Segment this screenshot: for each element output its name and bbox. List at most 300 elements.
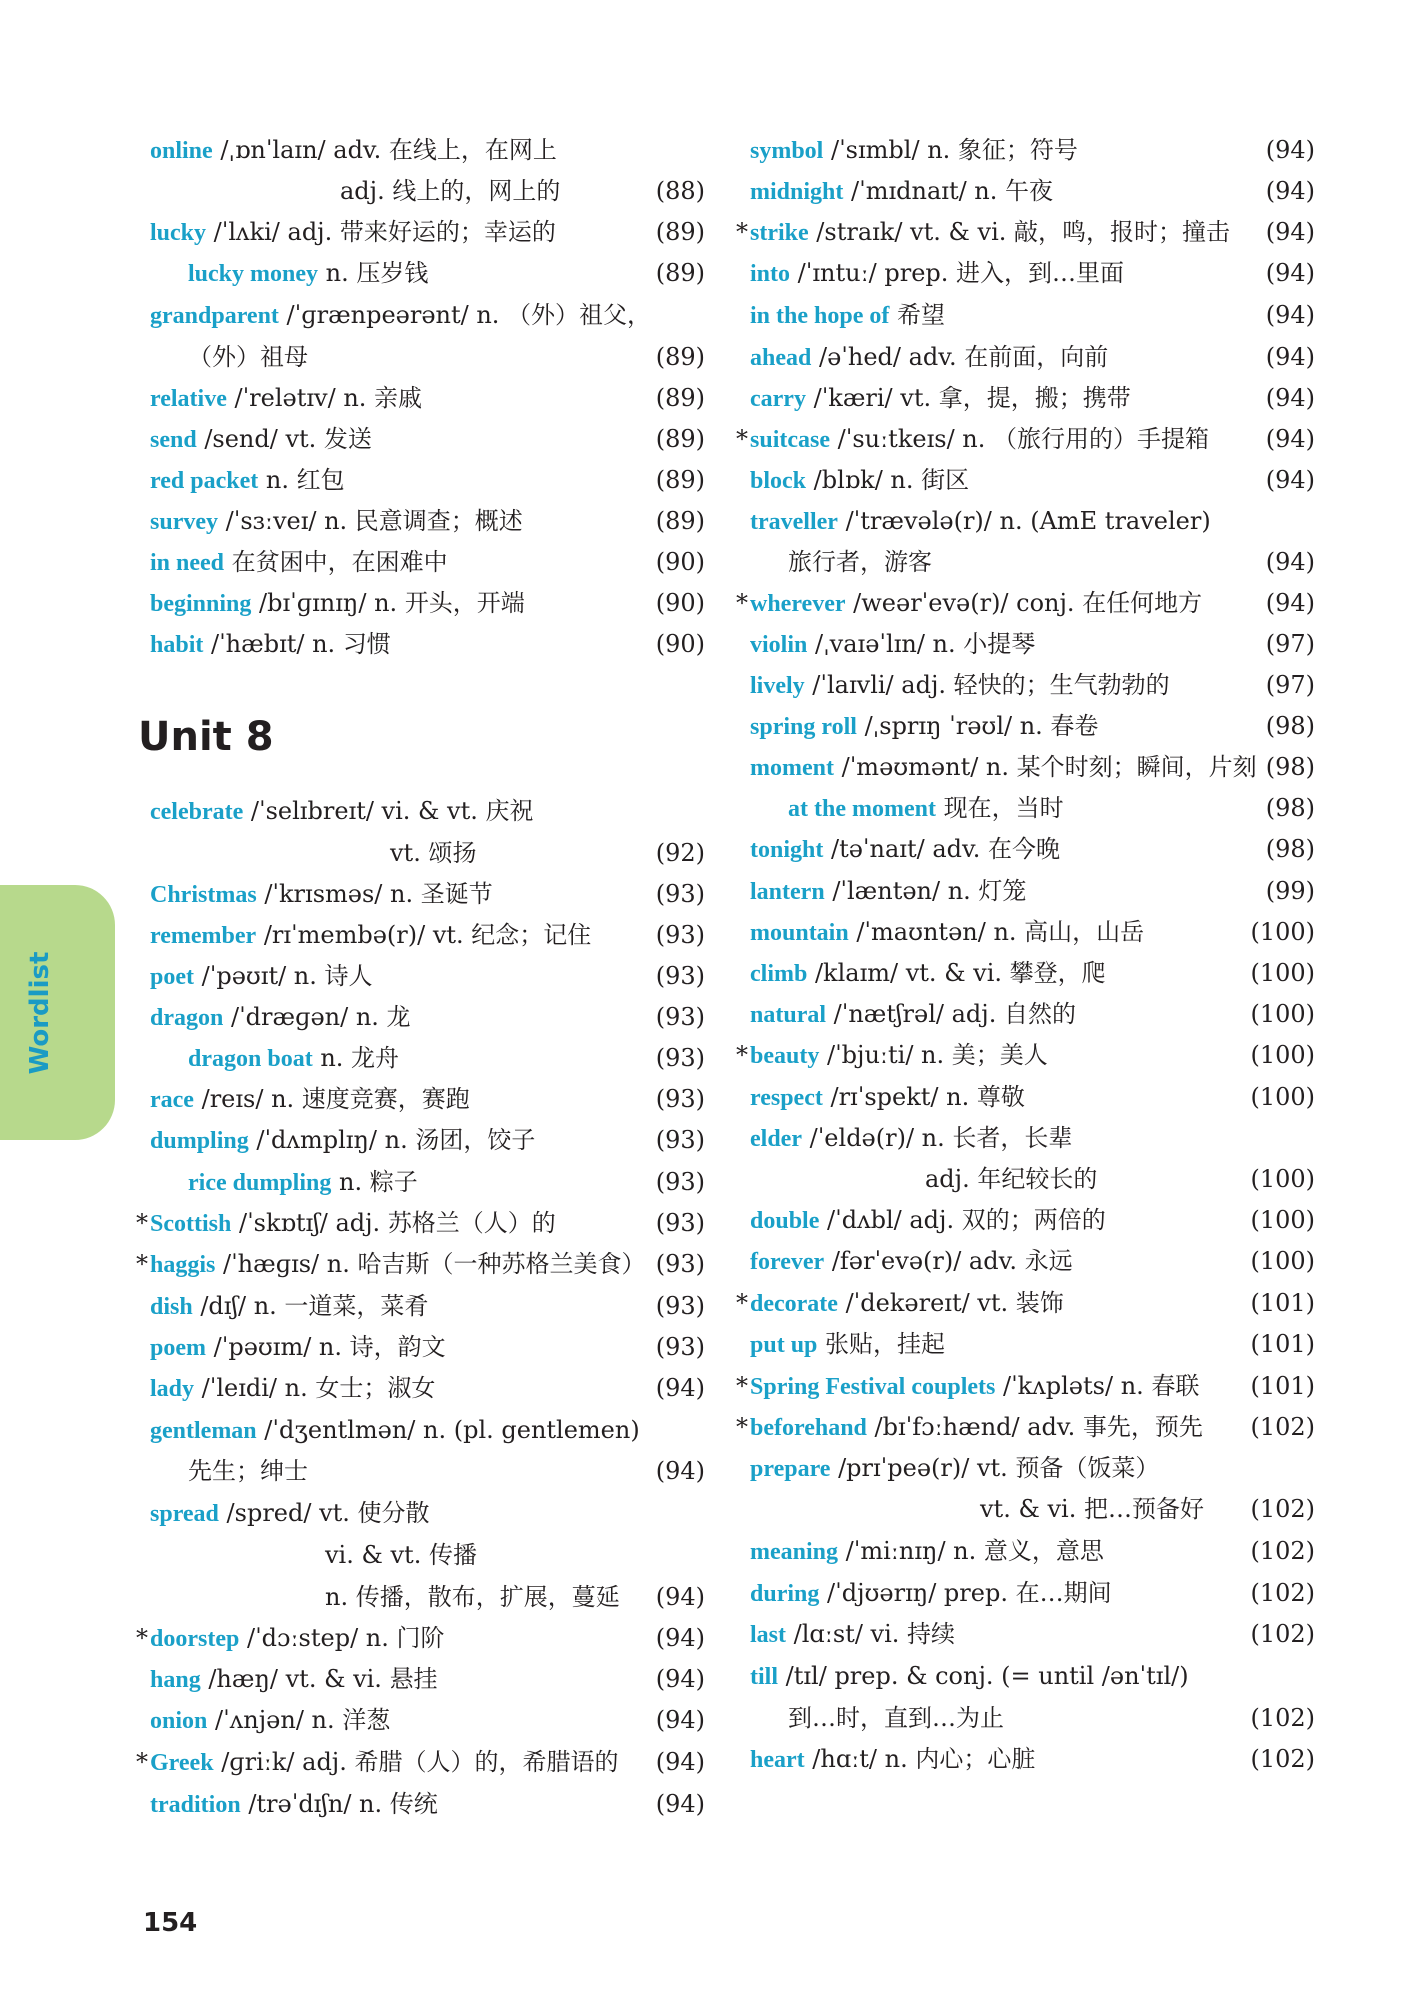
wordlist-entry [750,915,1315,950]
entry-word: online [150,138,213,164]
entry-word: tonight [750,837,824,863]
entry-page-ref: (93) [655,1126,705,1154]
entry-definition: /weərˈevə(r)/ conj. 在任何地方 [853,589,1203,617]
entry-word: Christmas [150,882,257,908]
entry-page-ref: (94) [655,1374,705,1402]
entry-definition: /ˈmɪdnaɪt/ n. 午夜 [851,177,1054,205]
entry-page-ref: (98) [1265,794,1315,822]
entry-definition: 张贴，挂起 [825,1330,946,1358]
entry-definition: /ˈməʊmənt/ n. 某个时刻；瞬间，片刻 [841,753,1257,781]
wordlist-entry [750,1534,1315,1569]
entry-page-ref: (100) [1250,1041,1315,1069]
wordlist-entry [150,504,705,539]
asterisk-marker: * [736,1372,748,1400]
wordlist-entry [750,1576,1315,1611]
entry-word: into [750,261,791,287]
entry-word: put up [750,1332,818,1358]
entry-page-ref: (93) [655,1044,705,1072]
entry-definition: /trəˈdɪʃn/ n. 传统 [248,1790,438,1818]
wordlist-entry [750,1244,1315,1279]
wordlist-entry [736,215,1315,250]
entry-definition: /ˈkrɪsməs/ n. 圣诞节 [264,880,493,908]
entry-word: habit [150,632,204,658]
entry-definition: /prɪˈpeə(r)/ vt. 预备（饭菜） [838,1454,1160,1482]
wordlist-entry [736,1038,1315,1073]
entry-word: rice dumpling [188,1170,332,1196]
entry-definition: /ˈɪntuː/ prep. 进入，到…里面 [797,259,1125,287]
wordlist-entry [150,422,705,457]
asterisk-marker: * [736,218,748,246]
entry-word: spread [150,1501,219,1527]
entry-word: grandparent [150,303,279,329]
wordlist-entry [750,1659,1315,1694]
wordlist-entry [150,1413,705,1448]
wordlist-entry [150,836,705,870]
entry-word: dish [150,1294,193,1320]
asterisk-marker: * [736,425,748,453]
entry-page-ref: (94) [1265,425,1315,453]
entry-definition: /bɪˈfɔːhænd/ adv. 事先，预先 [874,1413,1203,1441]
entry-word: violin [750,632,808,658]
entry-word: moment [750,755,834,781]
entry-page-ref: (99) [1265,877,1315,905]
entry-definition: n. 红包 [265,466,345,494]
entry-definition: /ˈdræɡən/ n. 龙 [231,1003,411,1031]
entry-definition: /send/ vt. 发送 [204,425,372,453]
entry-definition: vt. & vi. 把…预备好 [980,1495,1204,1523]
wordlist-entry [136,1621,705,1656]
entry-word: onion [150,1708,208,1734]
entry-definition: 希望 [897,301,945,329]
wordlist-entry [150,1454,705,1488]
entry-page-ref: (101) [1250,1372,1315,1400]
entry-definition: /tɪl/ prep. & conj. (= until /ənˈtɪl/) [785,1662,1189,1690]
entry-page-ref: (102) [1250,1745,1315,1773]
entry-page-ref: (94) [655,1790,705,1818]
entry-definition: /lɑːst/ vi. 持续 [793,1620,956,1648]
entry-page-ref: (102) [1250,1537,1315,1565]
entry-page-ref: (102) [1250,1495,1315,1523]
entry-page-ref: (93) [655,1168,705,1196]
entry-word: remember [150,923,257,949]
entry-word: Greek [150,1750,214,1776]
wordlist-entry [750,750,1315,785]
entry-definition: /spred/ vt. 使分散 [226,1499,430,1527]
entry-word: till [750,1664,778,1690]
entry-page-ref: (92) [655,839,705,867]
entry-page-ref: (89) [655,466,705,494]
entry-page-ref: (94) [655,1665,705,1693]
entry-definition: /ˈmiːnɪŋ/ n. 意义，意思 [845,1537,1104,1565]
wordlist-entry [736,1286,1315,1321]
entry-word: celebrate [150,799,244,825]
entry-page-ref: (102) [1250,1704,1315,1732]
wordlist-entry [750,1742,1315,1777]
entry-definition: 旅行者，游客 [788,548,932,576]
wordlist-entry [750,874,1315,909]
wordlist-entry [736,1410,1315,1445]
entry-word: ahead [750,345,812,371]
wordlist-entry [750,1080,1315,1115]
wordlist-entry [136,1745,705,1780]
entry-page-ref: (93) [655,1209,705,1237]
entry-page-ref: (94) [1265,218,1315,246]
entry-definition: /ˈdɔːstep/ n. 门阶 [246,1624,445,1652]
entry-definition: 先生；绅士 [188,1457,308,1485]
page-number: 154 [143,1908,198,1938]
wordlist-entry [150,298,705,333]
wordlist-entry [136,1247,705,1282]
wordlist-entry [750,174,1315,209]
entry-word: lively [750,673,805,699]
entry-definition: 到…时，直到…为止 [788,1704,1004,1732]
entry-page-ref: (94) [1265,259,1315,287]
entry-word: symbol [750,138,824,164]
entry-page-ref: (97) [1265,671,1315,699]
entry-page-ref: (100) [1250,918,1315,946]
entry-definition: /ˈdekəreɪt/ vt. 装饰 [845,1289,1064,1317]
entry-word: carry [750,386,806,412]
entry-definition: /fərˈevə(r)/ adv. 永远 [831,1247,1073,1275]
entry-word: lady [150,1376,195,1402]
wordlist-entry [150,877,705,912]
entry-page-ref: (102) [1250,1579,1315,1607]
wordlist-entry [750,463,1315,498]
wordlist-entry [150,1330,705,1365]
entry-word: natural [750,1002,827,1028]
entry-word: poet [150,964,194,990]
wordlist-entry [150,1371,705,1406]
entry-word: heart [750,1747,805,1773]
entry-page-ref: (93) [655,1085,705,1113]
entry-word: midnight [750,179,844,205]
entry-word: Spring Festival couplets [750,1374,996,1400]
asterisk-marker: * [736,1289,748,1317]
entry-word: haggis [150,1252,216,1278]
entry-definition: adj. 线上的，网上的 [340,177,561,205]
entry-definition: /ˈlaɪvli/ adj. 轻快的；生气勃勃的 [812,671,1170,699]
entry-definition: （外）祖母 [188,343,308,371]
wordlist-entry [150,381,705,416]
wordlist-entry [136,1206,705,1241]
entry-definition: /ˈleɪdi/ n. 女士；淑女 [201,1374,436,1402]
entry-page-ref: (93) [655,921,705,949]
entry-definition: /təˈnaɪt/ adv. 在今晚 [831,835,1060,863]
asterisk-marker: * [736,1041,748,1069]
entry-definition: /rɪˈmembə(r)/ vt. 纪念；记住 [263,921,592,949]
entry-page-ref: (94) [1265,343,1315,371]
entry-definition: /ˈmaʊntən/ n. 高山，山岳 [856,918,1145,946]
wordlist-entry [150,1787,705,1822]
asterisk-marker: * [136,1209,148,1237]
entry-word: lucky [150,220,207,246]
entry-definition: /ˈpəʊɪt/ n. 诗人 [201,962,373,990]
entry-definition: /ˈeldə(r)/ n. 长者，长辈 [809,1124,1073,1152]
wordlist-entry [150,1165,705,1200]
entry-page-ref: (89) [655,259,705,287]
entry-page-ref: (94) [1265,136,1315,164]
entry-word: race [150,1087,194,1113]
entry-word: last [750,1622,786,1648]
entry-definition: /straɪk/ vt. & vi. 敲，鸣，报时；撞击 [816,218,1231,246]
wordlist-entry [750,1451,1315,1486]
unit-heading: Unit 8 [138,714,274,760]
entry-word: gentleman [150,1418,257,1444]
entry-page-ref: (93) [655,880,705,908]
entry-definition: /ˈsuːtkeɪs/ n. （旅行用的）手提箱 [837,425,1209,453]
wordlist-entry [750,1121,1315,1156]
entry-word: prepare [750,1456,831,1482]
wordlist-entry [150,174,705,208]
wordlist-entry [750,791,1315,826]
asterisk-marker: * [736,589,748,617]
wordlist-entry [736,422,1315,457]
entry-page-ref: (88) [655,177,705,205]
entry-definition: /hɑːt/ n. 内心；心脏 [812,1745,1036,1773]
entry-definition: vi. & vt. 传播 [325,1541,477,1569]
wordlist-entry [150,1580,705,1614]
entry-word: red packet [150,468,259,494]
wordlist-entry [150,627,705,662]
entry-definition: /hæŋ/ vt. & vi. 悬挂 [208,1665,438,1693]
entry-definition: /klaɪm/ vt. & vi. 攀登，爬 [814,959,1106,987]
entry-word: hang [150,1667,201,1693]
entry-definition: /ˈnætʃrəl/ adj. 自然的 [833,1000,1076,1028]
entry-definition: /ˈhæbɪt/ n. 习惯 [211,630,391,658]
entry-page-ref: (89) [655,507,705,535]
entry-definition: /ˈsɜːveɪ/ n. 民意调查；概述 [225,507,523,535]
asterisk-marker: * [136,1748,148,1776]
entry-page-ref: (101) [1250,1330,1315,1358]
entry-definition: /reɪs/ n. 速度竞赛，赛跑 [201,1085,470,1113]
wordlist-entry [750,1492,1315,1526]
wordlist-entry [150,1703,705,1738]
entry-page-ref: (98) [1265,712,1315,740]
entry-word: lantern [750,879,825,905]
entry-word: dragon [150,1005,224,1031]
wordlist-entry [750,298,1315,333]
entry-word: spring roll [750,714,857,740]
wordlist-side-tab [0,885,115,1140]
entry-definition: adj. 年纪较长的 [925,1165,1098,1193]
entry-definition: /ˈkæri/ vt. 拿，提，搬；携带 [813,384,1131,412]
entry-definition: /ɡriːk/ adj. 希腊（人）的，希腊语的 [221,1748,619,1776]
wordlist-entry [150,1662,705,1697]
entry-definition: /ˈsɪmbl/ n. 象征；符号 [831,136,1078,164]
entry-word: poem [150,1335,206,1361]
entry-word: meaning [750,1539,839,1565]
entry-word: mountain [750,920,849,946]
wordlist-entry [750,256,1315,291]
entry-definition: /ˈdjʊərɪŋ/ prep. 在…期间 [827,1579,1112,1607]
wordlist-entry [750,340,1315,375]
entry-page-ref: (100) [1250,1206,1315,1234]
entry-definition: /ˈdʒentlmən/ n. (pl. gentlemen) [264,1416,640,1444]
entry-page-ref: (89) [655,425,705,453]
wordlist-entry [150,1000,705,1035]
entry-page-ref: (94) [1265,466,1315,494]
entry-word: beginning [150,591,252,617]
entry-page-ref: (94) [655,1583,705,1611]
entry-page-ref: (97) [1265,630,1315,658]
wordlist-entry [750,504,1315,539]
entry-word: climb [750,961,808,987]
wordlist-entry [150,1123,705,1158]
entry-word: forever [750,1249,825,1275]
entry-page-ref: (93) [655,1003,705,1031]
entry-word: respect [750,1085,823,1111]
wordlist-entry [736,1369,1315,1404]
entry-definition: 现在，当时 [943,794,1064,822]
entry-page-ref: (93) [655,1250,705,1278]
entry-word: beauty [750,1043,820,1069]
wordlist-entry [750,545,1315,579]
entry-definition: /bɪˈɡɪnɪŋ/ n. 开头，开端 [259,589,525,617]
wordlist-entry [150,133,705,168]
entry-definition: /ˈʌnjən/ n. 洋葱 [215,1706,391,1734]
entry-page-ref: (94) [1265,548,1315,576]
entry-page-ref: (94) [1265,177,1315,205]
entry-definition: /rɪˈspekt/ n. 尊敬 [830,1083,1025,1111]
entry-definition: /ˈtrævələ(r)/ n. (AmE traveler) [845,507,1211,535]
wordlist-entry [150,918,705,953]
entry-definition: /ˈselɪbreɪt/ vi. & vt. 庆祝 [250,797,534,825]
entry-definition: 在贫困中，在困难中 [231,548,448,576]
entry-page-ref: (102) [1250,1413,1315,1441]
entry-word: elder [750,1126,802,1152]
entry-word: decorate [750,1291,838,1317]
entry-page-ref: (100) [1250,1083,1315,1111]
entry-word: doorstep [150,1626,240,1652]
wordlist-entry [150,1496,705,1531]
wordlist-entry [750,1701,1315,1735]
entry-definition: /ˈhæɡɪs/ n. 哈吉斯（一种苏格兰美食） [223,1250,646,1278]
entry-page-ref: (94) [1265,589,1315,617]
entry-definition: /blɒk/ n. 街区 [813,466,970,494]
entry-word: in the hope of [750,303,890,329]
wordlist-entry [750,956,1315,991]
entry-word: beforehand [750,1415,867,1441]
entry-word: Scottish [150,1211,232,1237]
asterisk-marker: * [136,1624,148,1652]
wordlist-entry [750,1162,1315,1196]
entry-word: at the moment [788,796,936,822]
entry-definition: n. 压岁钱 [325,259,429,287]
wordlist-entry [150,1041,705,1076]
wordlist-entry [150,256,705,291]
entry-word: during [750,1581,820,1607]
entry-definition: /ˈdʌmplɪŋ/ n. 汤团，饺子 [256,1126,536,1154]
wordlist-entry [150,545,705,580]
entry-page-ref: (93) [655,962,705,990]
entry-word: double [750,1208,820,1234]
entry-page-ref: (90) [655,630,705,658]
wordlist-entry [750,1203,1315,1238]
entry-page-ref: (101) [1250,1289,1315,1317]
entry-page-ref: (94) [1265,301,1315,329]
entry-definition: /dɪʃ/ n. 一道菜，菜肴 [200,1292,429,1320]
entry-page-ref: (90) [655,548,705,576]
entry-definition: /ˈbjuːti/ n. 美；美人 [826,1041,1048,1069]
wordlist-entry [150,215,705,250]
entry-page-ref: (93) [655,1292,705,1320]
entry-word: suitcase [750,427,830,453]
entry-word: lucky money [188,261,319,287]
wordlist-entry [150,1082,705,1117]
entry-page-ref: (93) [655,1333,705,1361]
wordlist-entry [750,1327,1315,1362]
entry-definition: /ˈpəʊɪm/ n. 诗，韵文 [213,1333,446,1361]
entry-definition: /ˌvaɪəˈlɪn/ n. 小提琴 [815,630,1036,658]
wordlist-entry [150,1538,705,1572]
wordlist-entry [750,133,1315,168]
entry-definition: /ˈlæntən/ n. 灯笼 [832,877,1027,905]
entry-word: wherever [750,591,846,617]
entry-page-ref: (102) [1250,1620,1315,1648]
entry-page-ref: (100) [1250,959,1315,987]
entry-page-ref: (94) [655,1457,705,1485]
entry-definition: vt. 颂扬 [390,839,477,867]
entry-definition: n. 传播，散布，扩展，蔓延 [325,1583,620,1611]
entry-page-ref: (94) [655,1706,705,1734]
entry-definition: /ˈɡrænpeərənt/ n. （外）祖父， [286,301,652,329]
wordlist-entry [150,794,705,829]
asterisk-marker: * [136,1250,148,1278]
side-tab-label: Wordlist [25,951,55,1075]
entry-word: dragon boat [188,1046,313,1072]
wordlist-entry [750,832,1315,867]
entry-definition: /ˈdʌbl/ adj. 双的；两倍的 [827,1206,1106,1234]
entry-definition: /ˌɒnˈlaɪn/ adv. 在线上，在网上 [220,136,557,164]
entry-definition: /ˈlʌki/ adj. 带来好运的；幸运的 [213,218,556,246]
entry-definition: /əˈhed/ adv. 在前面，向前 [819,343,1109,371]
entry-definition: /ˈskɒtɪʃ/ adj. 苏格兰（人）的 [238,1209,556,1237]
wordlist-entry [150,586,705,621]
entry-page-ref: (89) [655,384,705,412]
wordlist-entry [750,1617,1315,1652]
wordlist-entry [736,586,1315,621]
entry-page-ref: (89) [655,343,705,371]
wordlist-entry [750,381,1315,416]
entry-word: send [150,427,197,453]
entry-page-ref: (90) [655,589,705,617]
entry-word: tradition [150,1792,241,1818]
entry-word: traveller [750,509,838,535]
entry-page-ref: (98) [1265,753,1315,781]
entry-page-ref: (94) [655,1624,705,1652]
entry-word: strike [750,220,809,246]
entry-definition: /ˈrelətɪv/ n. 亲戚 [234,384,423,412]
entry-word: dumpling [150,1128,249,1154]
entry-definition: /ˈkʌpləts/ n. 春联 [1002,1372,1200,1400]
entry-page-ref: (100) [1250,1000,1315,1028]
wordlist-entry [750,997,1315,1032]
wordlist-entry [750,668,1315,703]
entry-definition: n. 龙舟 [320,1044,400,1072]
entry-word: block [750,468,807,494]
entry-definition: n. 粽子 [338,1168,418,1196]
wordlist-entry [150,959,705,994]
wordlist-entry [150,1289,705,1324]
entry-word: in need [150,550,225,576]
wordlist-entry [150,340,705,374]
entry-page-ref: (98) [1265,835,1315,863]
entry-word: survey [150,509,218,535]
entry-page-ref: (94) [655,1748,705,1776]
entry-page-ref: (94) [1265,384,1315,412]
entry-page-ref: (100) [1250,1247,1315,1275]
entry-definition: /ˌsprɪŋ ˈrəʊl/ n. 春卷 [864,712,1099,740]
